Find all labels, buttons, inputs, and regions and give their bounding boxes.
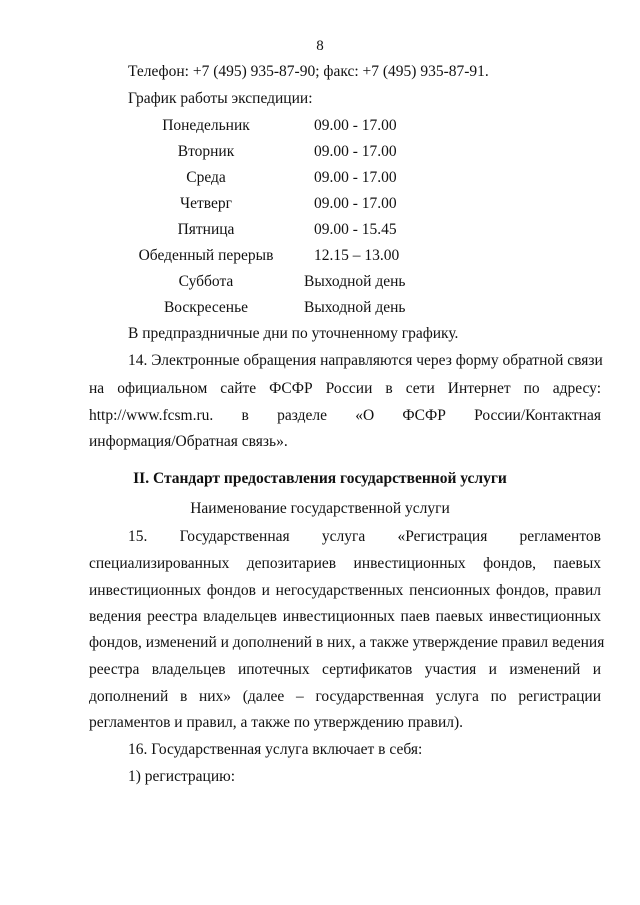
contact-phone-fax: Телефон: +7 (495) 935-87-90; факс: +7 (495) 935-87-91. bbox=[128, 63, 489, 80]
schedule-day: Воскресенье bbox=[163, 299, 249, 316]
paragraph-line: специализированных депозитариев инвестиционных фондов, паевых bbox=[89, 555, 601, 572]
schedule-time: 09.00 - 17.00 bbox=[314, 195, 397, 212]
schedule-day: Среда bbox=[186, 169, 226, 186]
page-number: 8 bbox=[316, 38, 324, 54]
schedule-time: 09.00 - 15.45 bbox=[314, 221, 397, 238]
schedule-day: Понедельник bbox=[162, 117, 250, 134]
paragraph-line: http://www.fcsm.ru. в разделе «О ФСФР России/Контактная bbox=[89, 407, 601, 424]
paragraph-line: фондов, изменений и дополнений в них, а также утверждение правил ведения bbox=[89, 634, 605, 651]
paragraph-line: информация/Обратная связь». bbox=[89, 433, 288, 450]
schedule-title: График работы экспедиции: bbox=[128, 90, 313, 107]
list-item: 1) регистрацию: bbox=[128, 768, 236, 785]
schedule-day: Обеденный перерыв bbox=[138, 247, 274, 264]
schedule-day: Пятница bbox=[177, 221, 235, 238]
schedule-day: Четверг bbox=[180, 195, 232, 212]
paragraph-16: 16. Государственная услуга включает в себя: bbox=[128, 741, 423, 758]
paragraph-line: ведения реестра владельцев инвестиционных паев паевых инвестиционных bbox=[89, 608, 601, 625]
schedule-time: 09.00 - 17.00 bbox=[314, 169, 397, 186]
paragraph-line: дополнений в них» (далее – государственная услуга по регистрации bbox=[89, 688, 601, 705]
paragraph-line: 15. Государственная услуга «Регистрация регламентов bbox=[128, 528, 601, 545]
schedule-time: 09.00 - 17.00 bbox=[314, 143, 397, 160]
schedule-time: Выходной день bbox=[304, 299, 406, 316]
paragraph-line: на официальном сайте ФСФР России в сети Интернет по адресу: bbox=[89, 380, 601, 397]
paragraph-line: инвестиционных фондов и негосударственных пенсионных фондов, правил bbox=[89, 582, 601, 599]
schedule-day: Суббота bbox=[178, 273, 234, 290]
section-heading: II. Стандарт предоставления государственной услуги bbox=[133, 470, 507, 487]
paragraph-line: 14. Электронные обращения направляются через форму обратной связи bbox=[128, 352, 603, 369]
paragraph-line: реестра владельцев ипотечных сертификатов участия и изменений и bbox=[89, 661, 601, 678]
schedule-day: Вторник bbox=[177, 143, 235, 160]
section-subheading: Наименование государственной услуги bbox=[190, 500, 450, 517]
paragraph-line: регламентов и правил, а также по утверждению правил). bbox=[89, 714, 464, 731]
schedule-time: Выходной день bbox=[304, 273, 406, 290]
schedule-time: 09.00 - 17.00 bbox=[314, 117, 397, 134]
schedule-note: В предпраздничные дни по уточненному графику. bbox=[128, 325, 459, 342]
schedule-time: 12.15 – 13.00 bbox=[314, 247, 400, 264]
